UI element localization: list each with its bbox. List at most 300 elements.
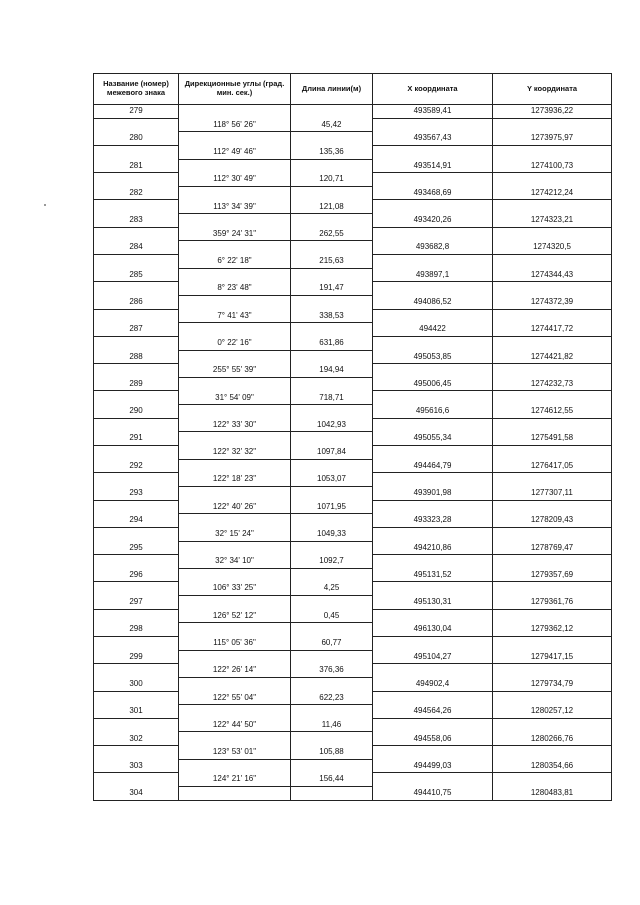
table-row — [94, 459, 612, 473]
x-coordinate-cell: 495616,6 — [373, 405, 493, 419]
empty-cell — [179, 787, 291, 801]
line-length-cell: 194,94 — [291, 364, 373, 378]
empty-cell — [493, 691, 612, 705]
table-row — [94, 623, 612, 637]
direction-angle-cell: 7° 41' 43" — [179, 309, 291, 323]
line-length-cell: 622,23 — [291, 691, 373, 705]
x-coordinate-cell: 494564,26 — [373, 705, 493, 719]
x-coordinate-cell: 495104,27 — [373, 650, 493, 664]
x-coordinate-cell: 494499,03 — [373, 759, 493, 773]
table-body — [94, 105, 612, 801]
direction-angle-cell: 0° 22' 16" — [179, 336, 291, 350]
empty-cell — [291, 432, 373, 446]
header-direction-angle: Дирекционные углы (град. мин. сек.) — [179, 74, 291, 105]
empty-cell — [291, 787, 373, 801]
mark-name-cell: 279 — [94, 105, 179, 119]
empty-cell — [373, 227, 493, 241]
line-length-cell: 105,88 — [291, 746, 373, 760]
mark-name-cell: 283 — [94, 214, 179, 228]
direction-angle-cell: 112° 30' 49" — [179, 173, 291, 187]
table-row — [94, 255, 612, 269]
x-coordinate-cell: 494558,06 — [373, 732, 493, 746]
x-coordinate-cell: 493897,1 — [373, 268, 493, 282]
empty-cell — [493, 500, 612, 514]
table-row — [94, 664, 612, 678]
line-length-cell: 1097,84 — [291, 446, 373, 460]
empty-cell — [493, 473, 612, 487]
mark-name-cell: 302 — [94, 732, 179, 746]
empty-cell — [94, 309, 179, 323]
empty-cell — [179, 377, 291, 391]
line-length-cell: 215,63 — [291, 255, 373, 269]
empty-cell — [94, 582, 179, 596]
x-coordinate-cell: 494422 — [373, 323, 493, 337]
empty-cell — [373, 773, 493, 787]
table-row — [94, 432, 612, 446]
empty-cell — [291, 596, 373, 610]
empty-cell — [94, 527, 179, 541]
empty-cell — [94, 500, 179, 514]
empty-cell — [373, 691, 493, 705]
line-length-cell: 1092,7 — [291, 555, 373, 569]
mark-name-cell: 280 — [94, 132, 179, 146]
direction-angle-cell: 359° 24' 31" — [179, 227, 291, 241]
empty-cell — [493, 336, 612, 350]
empty-cell — [493, 773, 612, 787]
empty-cell — [179, 541, 291, 555]
line-length-cell: 156,44 — [291, 773, 373, 787]
table-row — [94, 350, 612, 364]
empty-cell — [373, 255, 493, 269]
empty-cell — [291, 568, 373, 582]
table-row — [94, 159, 612, 173]
y-coordinate-cell: 1274232,73 — [493, 377, 612, 391]
empty-cell — [94, 200, 179, 214]
mark-name-cell: 298 — [94, 623, 179, 637]
line-length-cell: 121,08 — [291, 200, 373, 214]
empty-cell — [493, 418, 612, 432]
y-coordinate-cell: 1275491,58 — [493, 432, 612, 446]
table-row — [94, 105, 612, 119]
empty-cell — [373, 582, 493, 596]
empty-cell — [291, 486, 373, 500]
mark-name-cell: 297 — [94, 596, 179, 610]
line-length-cell: 1053,07 — [291, 473, 373, 487]
x-coordinate-cell: 495055,34 — [373, 432, 493, 446]
table-row — [94, 650, 612, 664]
empty-cell — [291, 405, 373, 419]
mark-name-cell: 292 — [94, 459, 179, 473]
y-coordinate-cell: 1279417,15 — [493, 650, 612, 664]
empty-cell — [493, 118, 612, 132]
empty-cell — [291, 514, 373, 528]
x-coordinate-cell: 494902,4 — [373, 677, 493, 691]
header-mark-name: Название (номер) межевого знака — [94, 74, 179, 105]
mark-name-cell: 301 — [94, 705, 179, 719]
x-coordinate-cell: 493682,8 — [373, 241, 493, 255]
direction-angle-cell: 122° 18' 23" — [179, 473, 291, 487]
empty-cell — [373, 664, 493, 678]
empty-cell — [493, 200, 612, 214]
empty-cell — [94, 336, 179, 350]
table-row — [94, 227, 612, 241]
y-coordinate-cell: 1276417,05 — [493, 459, 612, 473]
x-coordinate-cell: 493901,98 — [373, 486, 493, 500]
empty-cell — [373, 527, 493, 541]
empty-cell — [291, 650, 373, 664]
x-coordinate-cell: 493323,28 — [373, 514, 493, 528]
empty-cell — [94, 418, 179, 432]
empty-cell — [493, 145, 612, 159]
empty-cell — [493, 746, 612, 760]
empty-cell — [94, 118, 179, 132]
direction-angle-cell: 122° 40' 26" — [179, 500, 291, 514]
table-row — [94, 759, 612, 773]
empty-cell — [373, 336, 493, 350]
mark-name-cell: 288 — [94, 350, 179, 364]
x-coordinate-cell: 493420,26 — [373, 214, 493, 228]
line-length-cell: 718,71 — [291, 391, 373, 405]
empty-cell — [291, 159, 373, 173]
empty-cell — [291, 323, 373, 337]
y-coordinate-cell: 1273975,97 — [493, 132, 612, 146]
empty-cell — [94, 664, 179, 678]
line-length-cell: 45,42 — [291, 118, 373, 132]
table-row — [94, 309, 612, 323]
y-coordinate-cell: 1274100,73 — [493, 159, 612, 173]
empty-cell — [94, 746, 179, 760]
table-row — [94, 473, 612, 487]
empty-cell — [493, 446, 612, 460]
empty-cell — [373, 446, 493, 460]
x-coordinate-cell: 494410,75 — [373, 787, 493, 801]
y-coordinate-cell: 1274417,72 — [493, 323, 612, 337]
empty-cell — [94, 145, 179, 159]
empty-cell — [291, 214, 373, 228]
table-row — [94, 173, 612, 187]
empty-cell — [94, 609, 179, 623]
mark-name-cell: 295 — [94, 541, 179, 555]
direction-angle-cell: 32° 34' 10" — [179, 555, 291, 569]
empty-cell — [179, 295, 291, 309]
y-coordinate-cell: 1274344,43 — [493, 268, 612, 282]
empty-cell — [493, 227, 612, 241]
empty-cell — [493, 582, 612, 596]
direction-angle-cell: 122° 55' 04" — [179, 691, 291, 705]
empty-cell — [179, 432, 291, 446]
direction-angle-cell: 118° 56' 26" — [179, 118, 291, 132]
line-length-cell: 60,77 — [291, 636, 373, 650]
line-length-cell: 338,53 — [291, 309, 373, 323]
empty-cell — [179, 596, 291, 610]
empty-cell — [373, 364, 493, 378]
empty-cell — [179, 732, 291, 746]
empty-cell — [94, 364, 179, 378]
line-length-cell: 631,86 — [291, 336, 373, 350]
line-length-cell: 191,47 — [291, 282, 373, 296]
line-length-cell: 11,46 — [291, 718, 373, 732]
table-row — [94, 500, 612, 514]
mark-name-cell: 291 — [94, 432, 179, 446]
y-coordinate-cell: 1280257,12 — [493, 705, 612, 719]
table-row — [94, 555, 612, 569]
empty-cell — [291, 677, 373, 691]
table-row — [94, 145, 612, 159]
line-length-cell: 120,71 — [291, 173, 373, 187]
y-coordinate-cell: 1274212,24 — [493, 186, 612, 200]
y-coordinate-cell: 1280483,81 — [493, 787, 612, 801]
line-length-cell: 1071,95 — [291, 500, 373, 514]
y-coordinate-cell: 1274323,21 — [493, 214, 612, 228]
direction-angle-cell: 122° 44' 50" — [179, 718, 291, 732]
x-coordinate-cell: 495006,45 — [373, 377, 493, 391]
table-row — [94, 527, 612, 541]
x-coordinate-cell: 493567,43 — [373, 132, 493, 146]
direction-angle-cell: 8° 23' 48" — [179, 282, 291, 296]
table-row — [94, 323, 612, 337]
table-row — [94, 241, 612, 255]
table-row — [94, 787, 612, 801]
table-row — [94, 746, 612, 760]
empty-cell — [179, 105, 291, 119]
table-row — [94, 514, 612, 528]
table-row — [94, 609, 612, 623]
empty-cell — [373, 145, 493, 159]
empty-cell — [179, 759, 291, 773]
empty-cell — [493, 555, 612, 569]
boundary-marks-table — [93, 73, 612, 801]
direction-angle-cell: 126° 52' 12" — [179, 609, 291, 623]
direction-angle-cell: 112° 49' 46" — [179, 145, 291, 159]
x-coordinate-cell: 495131,52 — [373, 568, 493, 582]
empty-cell — [373, 609, 493, 623]
empty-cell — [179, 159, 291, 173]
y-coordinate-cell: 1277307,11 — [493, 486, 612, 500]
empty-cell — [179, 405, 291, 419]
empty-cell — [291, 241, 373, 255]
table-row — [94, 596, 612, 610]
direction-angle-cell: 123° 53' 01" — [179, 746, 291, 760]
empty-cell — [373, 391, 493, 405]
empty-cell — [493, 282, 612, 296]
empty-cell — [179, 268, 291, 282]
table-row — [94, 405, 612, 419]
table-row — [94, 691, 612, 705]
table-row — [94, 377, 612, 391]
empty-cell — [493, 718, 612, 732]
empty-cell — [179, 459, 291, 473]
empty-cell — [94, 391, 179, 405]
empty-cell — [179, 677, 291, 691]
x-coordinate-cell: 493589,41 — [373, 105, 493, 119]
empty-cell — [373, 118, 493, 132]
x-coordinate-cell: 493468,69 — [373, 186, 493, 200]
empty-cell — [291, 295, 373, 309]
empty-cell — [291, 541, 373, 555]
direction-angle-cell: 31° 54' 09" — [179, 391, 291, 405]
table-row — [94, 718, 612, 732]
line-length-cell: 376,36 — [291, 664, 373, 678]
empty-cell — [291, 705, 373, 719]
x-coordinate-cell: 494086,52 — [373, 295, 493, 309]
mark-name-cell: 293 — [94, 486, 179, 500]
empty-cell — [493, 664, 612, 678]
direction-angle-cell: 106° 33' 25" — [179, 582, 291, 596]
y-coordinate-cell: 1278209,43 — [493, 514, 612, 528]
empty-cell — [493, 173, 612, 187]
table-row — [94, 418, 612, 432]
empty-cell — [179, 705, 291, 719]
scan-speck — [44, 204, 46, 206]
empty-cell — [493, 255, 612, 269]
empty-cell — [373, 500, 493, 514]
mark-name-cell: 285 — [94, 268, 179, 282]
table-row — [94, 186, 612, 200]
empty-cell — [179, 350, 291, 364]
x-coordinate-cell: 493514,91 — [373, 159, 493, 173]
empty-cell — [291, 132, 373, 146]
empty-cell — [179, 323, 291, 337]
table-row — [94, 132, 612, 146]
table-row — [94, 214, 612, 228]
header-line-length: Длина линии(м) — [291, 74, 373, 105]
x-coordinate-cell: 495130,31 — [373, 596, 493, 610]
empty-cell — [291, 268, 373, 282]
x-coordinate-cell: 495053,85 — [373, 350, 493, 364]
table-row — [94, 773, 612, 787]
table-row — [94, 446, 612, 460]
empty-cell — [373, 309, 493, 323]
mark-name-cell: 290 — [94, 405, 179, 419]
y-coordinate-cell: 1274612,55 — [493, 405, 612, 419]
empty-cell — [373, 746, 493, 760]
table-row — [94, 677, 612, 691]
table-row — [94, 200, 612, 214]
empty-cell — [179, 214, 291, 228]
empty-cell — [493, 364, 612, 378]
x-coordinate-cell: 494210,86 — [373, 541, 493, 555]
empty-cell — [373, 473, 493, 487]
line-length-cell: 1049,33 — [291, 527, 373, 541]
y-coordinate-cell: 1274320,5 — [493, 241, 612, 255]
empty-cell — [373, 418, 493, 432]
mark-name-cell: 303 — [94, 759, 179, 773]
y-coordinate-cell: 1274372,39 — [493, 295, 612, 309]
empty-cell — [493, 609, 612, 623]
empty-cell — [291, 732, 373, 746]
table-row — [94, 486, 612, 500]
table-row — [94, 364, 612, 378]
line-length-cell: 1042,93 — [291, 418, 373, 432]
empty-cell — [291, 759, 373, 773]
x-coordinate-cell: 496130,04 — [373, 623, 493, 637]
empty-cell — [179, 650, 291, 664]
table-row — [94, 705, 612, 719]
y-coordinate-cell: 1278769,47 — [493, 541, 612, 555]
direction-angle-cell: 32° 15' 24" — [179, 527, 291, 541]
line-length-cell: 0,45 — [291, 609, 373, 623]
y-coordinate-cell: 1274421,82 — [493, 350, 612, 364]
y-coordinate-cell: 1279357,69 — [493, 568, 612, 582]
mark-name-cell: 284 — [94, 241, 179, 255]
empty-cell — [94, 691, 179, 705]
table-row — [94, 391, 612, 405]
empty-cell — [179, 514, 291, 528]
empty-cell — [373, 636, 493, 650]
y-coordinate-cell: 1280266,76 — [493, 732, 612, 746]
empty-cell — [94, 255, 179, 269]
direction-angle-cell: 113° 34' 39" — [179, 200, 291, 214]
mark-name-cell: 281 — [94, 159, 179, 173]
direction-angle-cell: 122° 26' 14" — [179, 664, 291, 678]
empty-cell — [179, 623, 291, 637]
direction-angle-cell: 6° 22' 18" — [179, 255, 291, 269]
empty-cell — [291, 459, 373, 473]
empty-cell — [373, 555, 493, 569]
empty-cell — [291, 623, 373, 637]
mark-name-cell: 296 — [94, 568, 179, 582]
table-row — [94, 732, 612, 746]
empty-cell — [179, 486, 291, 500]
empty-cell — [179, 186, 291, 200]
table-row — [94, 118, 612, 132]
empty-cell — [94, 473, 179, 487]
y-coordinate-cell: 1279362,12 — [493, 623, 612, 637]
empty-cell — [493, 636, 612, 650]
table-row — [94, 295, 612, 309]
table-row — [94, 282, 612, 296]
table-row — [94, 636, 612, 650]
empty-cell — [94, 718, 179, 732]
direction-angle-cell: 115° 05' 36" — [179, 636, 291, 650]
table-row — [94, 568, 612, 582]
empty-cell — [373, 718, 493, 732]
table-header-row — [94, 74, 612, 105]
empty-cell — [179, 241, 291, 255]
empty-cell — [291, 377, 373, 391]
line-length-cell: 4,25 — [291, 582, 373, 596]
empty-cell — [94, 636, 179, 650]
header-y-coordinate: Y координата — [493, 74, 612, 105]
table-row — [94, 582, 612, 596]
empty-cell — [94, 227, 179, 241]
empty-cell — [179, 568, 291, 582]
empty-cell — [493, 309, 612, 323]
x-coordinate-cell: 494464,79 — [373, 459, 493, 473]
mark-name-cell: 294 — [94, 514, 179, 528]
mark-name-cell: 287 — [94, 323, 179, 337]
mark-name-cell: 289 — [94, 377, 179, 391]
table-row — [94, 268, 612, 282]
direction-angle-cell: 255° 55' 39" — [179, 364, 291, 378]
table-row — [94, 336, 612, 350]
empty-cell — [493, 527, 612, 541]
empty-cell — [291, 350, 373, 364]
mark-name-cell: 299 — [94, 650, 179, 664]
header-x-coordinate: X координата — [373, 74, 493, 105]
empty-cell — [179, 132, 291, 146]
empty-cell — [94, 773, 179, 787]
mark-name-cell: 300 — [94, 677, 179, 691]
empty-cell — [291, 186, 373, 200]
y-coordinate-cell: 1273936,22 — [493, 105, 612, 119]
empty-cell — [373, 173, 493, 187]
line-length-cell: 135,36 — [291, 145, 373, 159]
empty-cell — [94, 173, 179, 187]
mark-name-cell: 282 — [94, 186, 179, 200]
direction-angle-cell: 122° 32' 32" — [179, 446, 291, 460]
empty-cell — [94, 555, 179, 569]
